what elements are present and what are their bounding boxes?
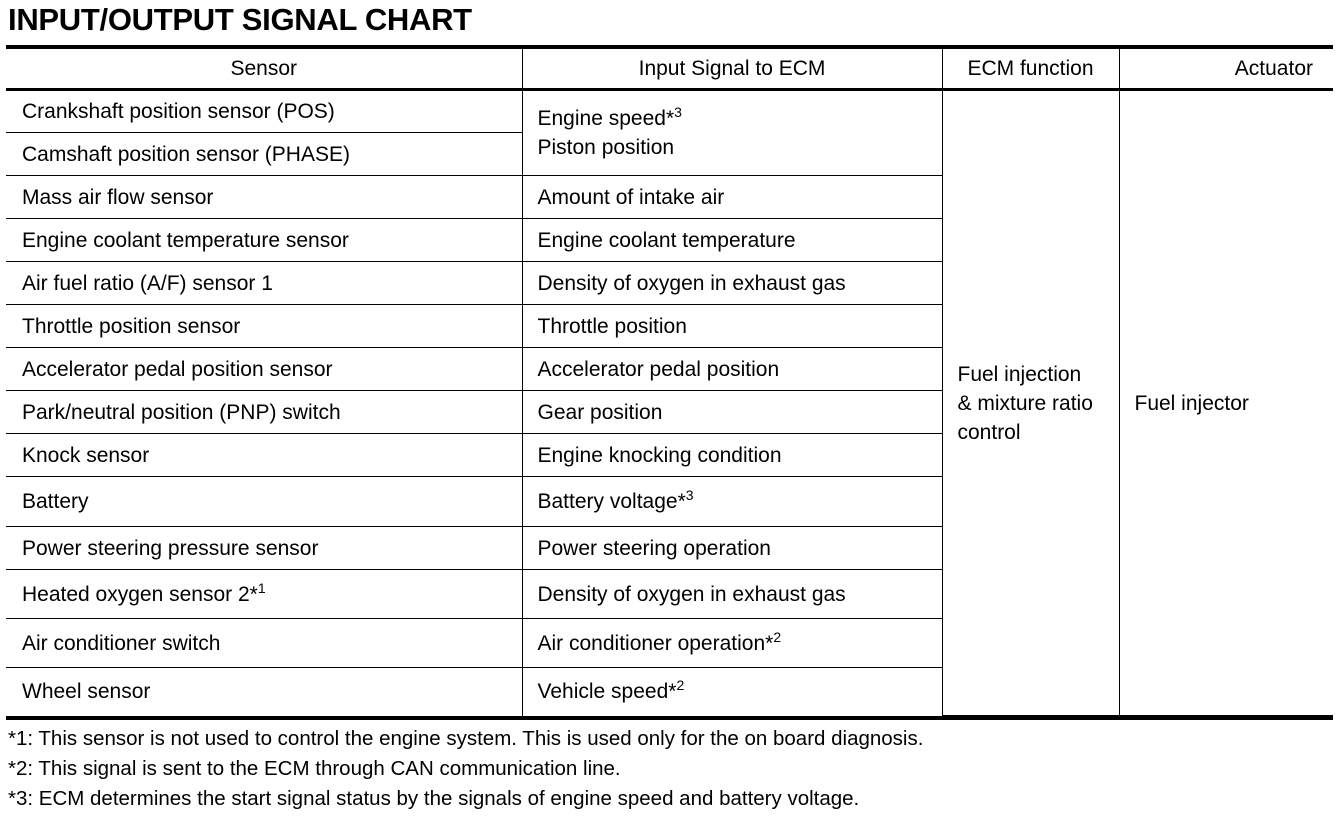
- sensor-cell: Camshaft position sensor (PHASE): [6, 133, 522, 176]
- sensor-cell: Air conditioner switch: [6, 619, 522, 668]
- signal-cell: Battery voltage*$^3$: [522, 477, 942, 527]
- sensor-cell: Accelerator pedal position sensor: [6, 348, 522, 391]
- signal-cell: Amount of intake air: [522, 176, 942, 219]
- footnote-3: *3: ECM determines the start signal status by the signals of engine speed and battery voltage.: [8, 787, 860, 810]
- footnotes: [8, 724, 923, 814]
- signal-footnote: 2: [773, 628, 782, 645]
- sensor-cell: Air fuel ratio (A/F) sensor 1: [6, 262, 522, 305]
- ecm-function-line1: Fuel injection: [957, 362, 1082, 386]
- signal-cell: Air conditioner operation*$^2$: [522, 619, 942, 668]
- sensor-cell: Park/neutral position (PNP) switch: [6, 391, 522, 434]
- signal-footnote: 3: [685, 487, 694, 503]
- signal-cell: Density of oxygen in exhaust gas: [522, 570, 942, 619]
- bottom-rule: [6, 716, 1333, 720]
- ecm-function-line3: control: [957, 420, 1021, 444]
- signal-cell: Vehicle speed*$^2$: [522, 668, 942, 716]
- sensor-cell: Engine coolant temperature sensor: [6, 219, 522, 262]
- merged-signal-cell: [522, 90, 942, 176]
- sensor-cell: Power steering pressure sensor: [6, 527, 522, 570]
- merged-signal-footnote: 3: [674, 104, 682, 120]
- sensor-cell: Wheel sensor: [6, 668, 522, 716]
- sensor-footnote: 1: [257, 579, 266, 596]
- ecm-function-cell: [942, 90, 1119, 716]
- signal-cell: Gear position: [522, 391, 942, 434]
- page-title: INPUT/OUTPUT SIGNAL CHART: [8, 2, 472, 37]
- signal-cell: Power steering operation: [522, 527, 942, 570]
- sensor-cell: Throttle position sensor: [6, 305, 522, 348]
- ecm-function-line2: & mixture ratio: [957, 391, 1093, 415]
- sensor-cell: Battery: [6, 477, 522, 527]
- sensor-cell: Crankshaft position sensor (POS): [6, 90, 522, 133]
- signal-chart-table: [6, 49, 1333, 716]
- signal-cell: Density of oxygen in exhaust gas: [522, 262, 942, 305]
- signal-cell: Engine knocking condition: [522, 434, 942, 477]
- header-actuator: Actuator: [1119, 49, 1333, 90]
- signal-cell: Throttle position: [522, 305, 942, 348]
- footnote-2: *2: This signal is sent to the ECM through CAN communication line.: [8, 757, 621, 780]
- header-input-signal: Input Signal to ECM: [522, 49, 942, 90]
- signal-footnote: 2: [676, 677, 685, 694]
- merged-signal-line1: Engine speed*: [537, 107, 675, 130]
- sensor-cell: Knock sensor: [6, 434, 522, 477]
- sensor-cell: Heated oxygen sensor 2*$^1$: [6, 570, 522, 619]
- header-sensor: Sensor: [6, 49, 522, 90]
- sensor-cell: Mass air flow sensor: [6, 176, 522, 219]
- merged-signal-line2: Piston position: [537, 136, 675, 159]
- footnote-1: *1: This sensor is not used to control the engine system. This is used only for the on board diagnosis.: [8, 727, 924, 750]
- actuator-cell: Fuel injector: [1119, 90, 1333, 716]
- signal-cell: Engine coolant temperature: [522, 219, 942, 262]
- signal-cell: Accelerator pedal position: [522, 348, 942, 391]
- header-row: [6, 49, 1333, 90]
- table-row: [6, 90, 1333, 133]
- header-ecm-function: ECM function: [942, 49, 1119, 90]
